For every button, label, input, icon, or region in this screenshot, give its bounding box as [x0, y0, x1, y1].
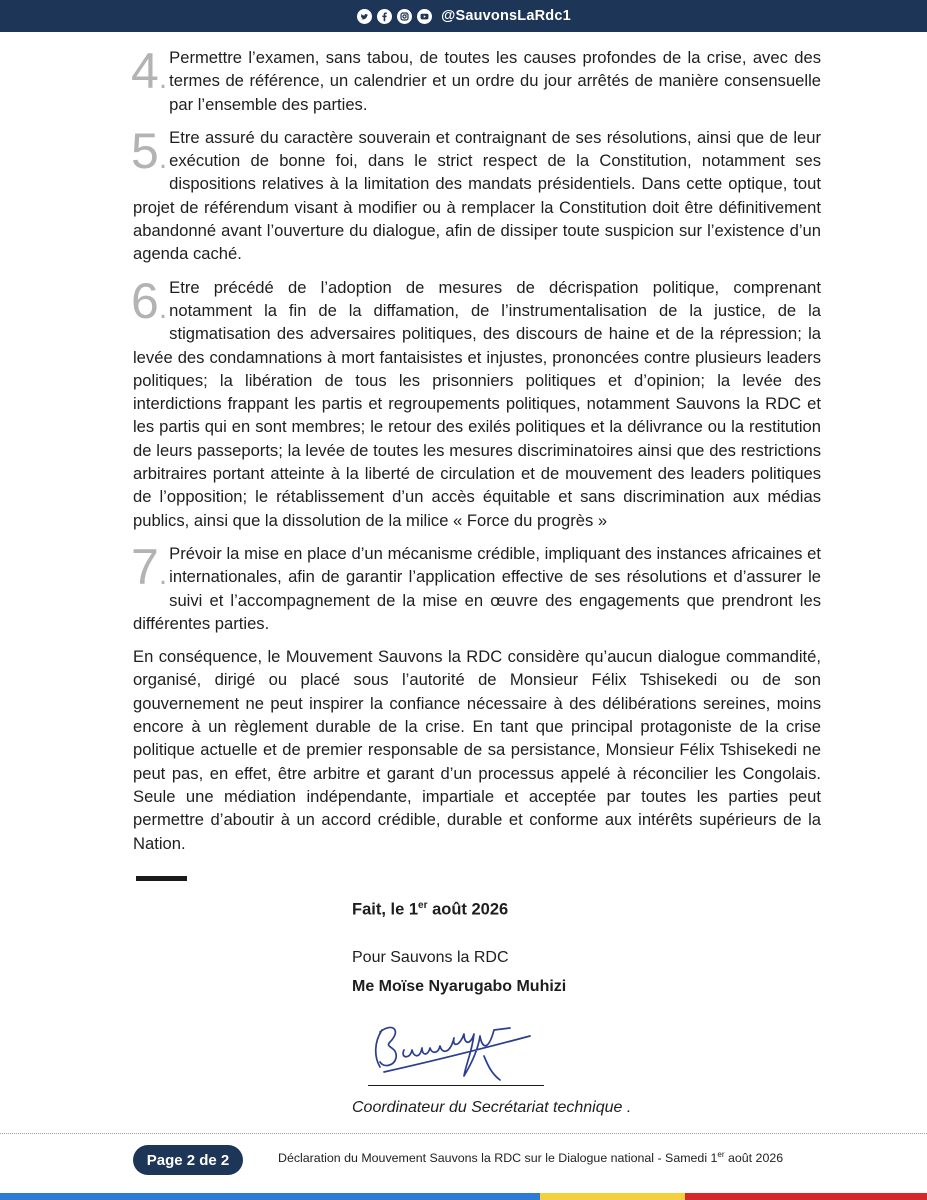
numbered-point-4 — [131, 43, 821, 116]
point-text: Prévoir la mise en place d’un mécanisme crédible, impliquant des instances africaines et internationales, afin de garantir l’application effective de ses résolutions et d’assurer le suivi et l’accompagnement de la mise en œuvre des engagements que prendront les différentes parties. — [133, 543, 821, 633]
conclusion-paragraph: En conséquence, le Mouvement Sauvons la RDC considère qu’aucun dialogue commandité, organisé, dirigé ou placé sous l’autorité de Monsieur Félix Tshisekedi ou de son gouvernement ne peut inspirer la confiance nécessaire à des délibérations sereines, moins encore à un règlement durable de la crise. En tant que principal protagoniste de la crise politique actuelle et de premier responsable de sa persistance, Monsieur Félix Tshisekedi ne peut pas, en effet, être arbitre et garant d’un processus appelé à réconcilier les Congolais. Seule une médiation indépendante, impartiale et acceptée par toutes les parties peut permettre d’aboutir à un accord crédible, durable et conforme aux intérêts supérieurs de la Nation. — [133, 647, 821, 853]
stripe-blue — [0, 1193, 540, 1200]
color-stripe — [0, 1193, 927, 1200]
footer-note: Déclaration du Mouvement Sauvons la RDC sur le Dialogue national - Samedi 1er août 2026 — [278, 1150, 784, 1166]
point-number: 6. — [131, 272, 168, 329]
instagram-icon[interactable] — [396, 8, 412, 24]
document-body — [131, 43, 821, 855]
signature-date: Fait, le 1er août 2026 — [352, 900, 509, 919]
stripe-yellow — [540, 1193, 685, 1200]
point-text: Permettre l’examen, sans tabou, de toutes les causes profondes de la crise, avec des termes de référence, un calendrier et un ordre du jour arrêtés de manière consensuelle par l’ensemble des parties. — [169, 48, 821, 114]
numbered-point-6 — [131, 272, 821, 532]
twitter-icon[interactable] — [356, 8, 372, 24]
social-handle[interactable]: @SauvonsLaRdc1 — [441, 8, 571, 24]
facebook-icon[interactable] — [376, 8, 392, 24]
point-number: 5. — [131, 122, 168, 179]
signature-line — [368, 1085, 544, 1086]
point-number: 4. — [131, 43, 168, 99]
stripe-red — [685, 1193, 927, 1200]
handwritten-signature — [360, 1012, 540, 1094]
numbered-point-5 — [131, 122, 821, 266]
point-text: Etre assuré du caractère souverain et contraignant de ses résolutions, ainsi que de leur exécution de bonne foi, dans le strict respect de la Constitution, notamment ses dispositions relatives à la limitation des mandats présidentiels. Dans cette optique, tout projet de référendum visant à modifier ou à remplacer la Constitution doit être définitivement abandonné avant l’ouverture du dialogue, afin de dissiper toute suspicion sur l’existence d’un agenda caché. — [133, 127, 821, 264]
point-text: Etre précédé de l’adoption de mesures de décrispation politique, comprenant notamment la fin de la diffamation, de l’instrumentalisation de la justice, de la stigmatisation des adversaires politiques, des discours de haine et de la répression; la levée des condamnations à mort fantaisistes et injustes, prononcées contre plusieurs leaders politiques; la libération de tous les prisonniers politiques et d’opinion; la levée des interdictions frappant les partis et regroupements politiques, notamment Sauvons la RDC et les partis qui en sont membres; le retour des exilés politiques et la délivrance ou la restitution de leurs passeports; la levée de toutes les mesures discriminatoires ainsi que des restrictions arbitraires portant atteinte à la liberté de circulation et de mouvement des leaders politiques de l’opposition; le rétablissement d’un accès équitable et sans discrimination aux médias publics, ainsi que la dissolution de la milice « Force du progrès » — [133, 277, 821, 530]
signature-for: Pour Sauvons la RDC — [352, 949, 509, 966]
point-number: 7. — [131, 538, 168, 595]
social-icons — [356, 8, 571, 24]
footer-divider — [0, 1133, 927, 1134]
signer-role: Coordinateur du Secrétariat technique . — [352, 1099, 632, 1116]
separator-bar — [136, 876, 187, 881]
page-number-badge: Page 2 de 2 — [133, 1145, 243, 1175]
header-bar — [0, 0, 927, 32]
numbered-point-7 — [131, 538, 821, 635]
signer-name: Me Moïse Nyarugabo Muhizi — [352, 978, 567, 995]
youtube-icon[interactable] — [416, 8, 432, 24]
